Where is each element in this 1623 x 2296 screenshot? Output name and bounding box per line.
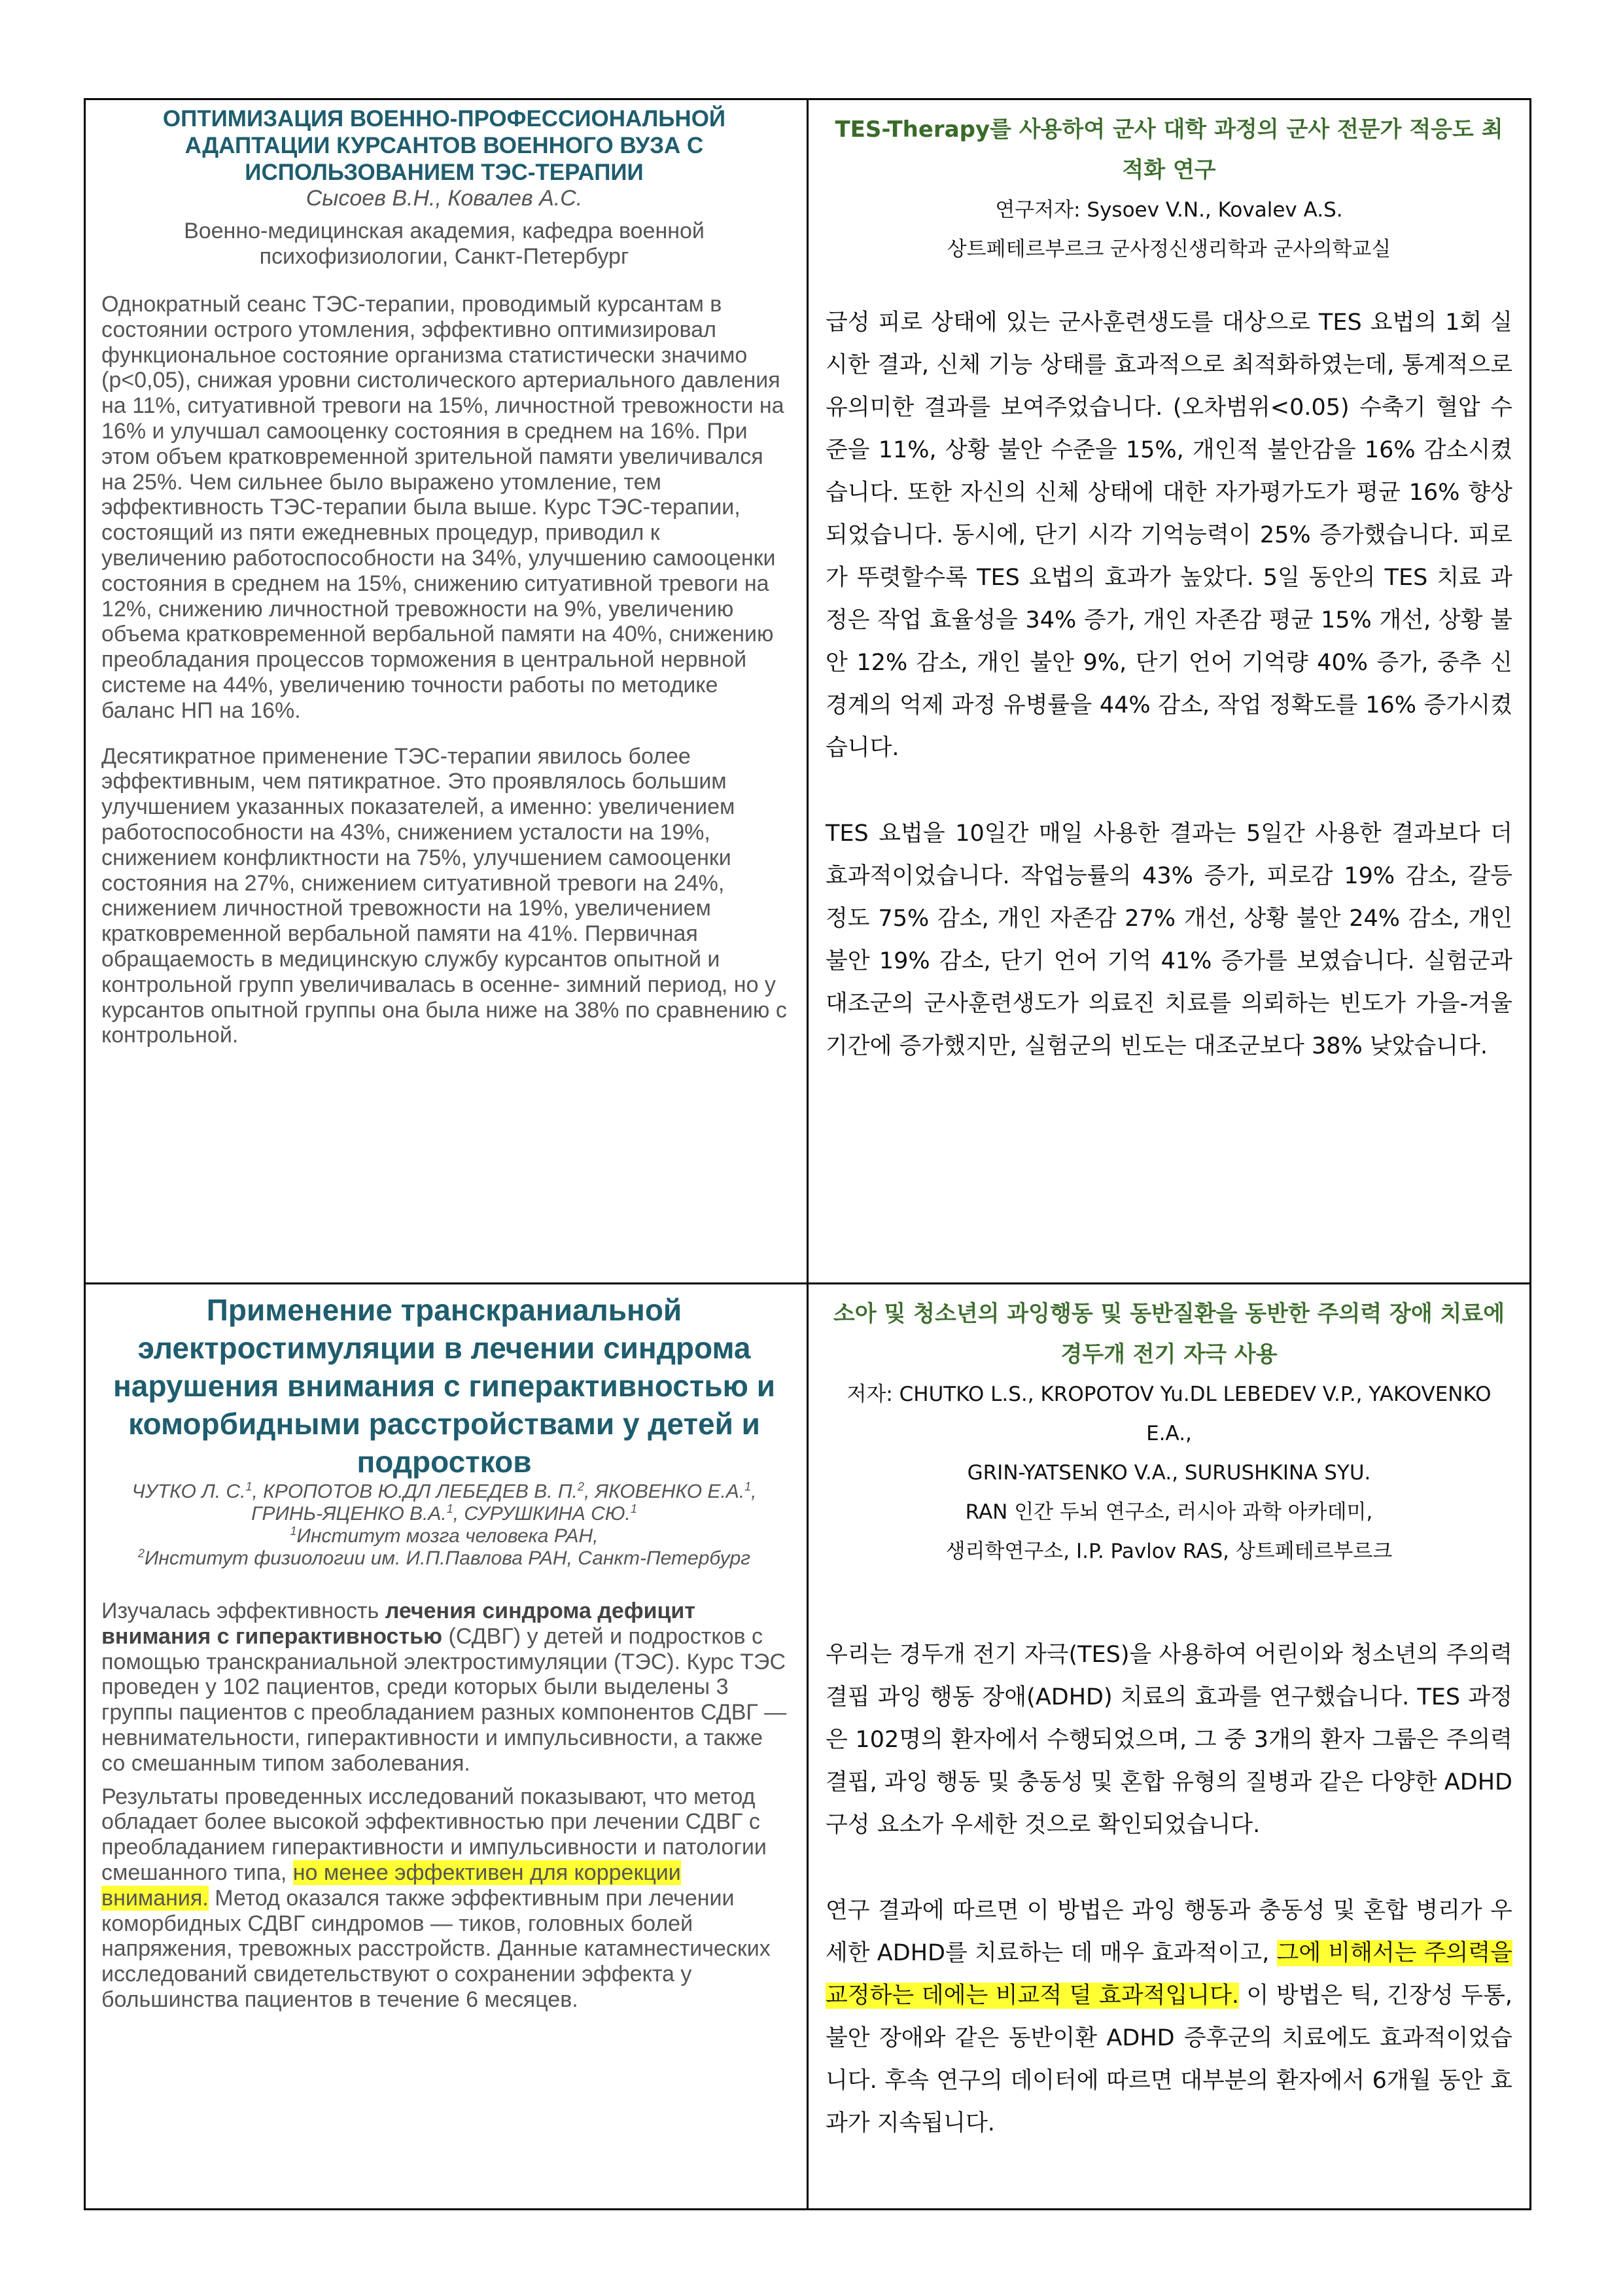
highlighted-text: но менее эффективен для коррекции внимания. bbox=[101, 1860, 681, 1911]
abstract-paragraph: 급성 피로 상태에 있는 군사훈련생도를 대상으로 TES 요법의 1회 실시한 결과, 신체 기능 상태를 효과적으로 최적화하였는데, 통계적으로 유의미한 결과를 보여주었습니다. (오차범위<0.05) 수축기 혈압 수준을 11%, 상황 불안 수준을 15%, 개인적 불안감을 16% 감소시켰습니다. 또한 자신의 신체 상태에 대한 자가평가도가 평균 16% 향상되었습니다. 동시에, 단기 시각 기억능력이 25% 증가했습니다. 피로가 뚜렷할수록 TES 요법의 효과가 높았다. 5일 동안의 TES 치료 과정은 작업 효율성을 34% 증가, 개인 자존감 평균 15% 개선, 상황 불안 12% 감소, 개인 불안 9%, 단기 언어 기억량 40% 증가, 중추 신경계의 억제 과정 유병률을 44% 감소, 작업 정확도를 16% 증가시켰습니다. bbox=[826, 309, 1512, 761]
document-table bbox=[84, 98, 1531, 2210]
abstract-title: Применение транскраниальной электростимуляции в лечении синдрома нарушения внимания с гиперактивностью и коморбидными расстройствами у детей и подростков bbox=[113, 1293, 776, 1479]
abstract-paragraph: Однократный сеанс ТЭС-терапии, проводимый курсантам в состоянии острого утомления, эффективно оптимизировал функциональное состояние организма статистически значимо (p<0,05), снижая уровни систолического артериального давления на 11%, ситуативной тревоги на 15%, личностной тревожности на 16% и улучшал самооценку состояния в среднем на 16%. При этом объем кратковременной зрительной памяти увеличивался на 25%. Чем сильнее было выражено утомление, тем эффективность ТЭС-терапии была выше. Курс ТЭС-терапии, состоящий из пяти ежедневных процедур, приводил к увеличению работоспособности на 34%, улучшению самооценки состояния в среднем на 15%, снижению ситуативной тревоги на 12%, снижению личностной тревожности на 9%, увеличению объема кратковременной вербальной памяти на 40%, снижению преобладания процессов торможения в центральной нервной системе на 44%, увеличению точности работы по методике баланс НП на 16%. bbox=[101, 292, 784, 723]
korean-abstract-2 bbox=[808, 1284, 1531, 2210]
highlighted-text: 그에 비해서는 주의력을 교정하는 데에는 비교적 덜 효과적입니다. bbox=[826, 1940, 1512, 2009]
abstract-affiliation: 상트페테르부르크 군사정신생리학과 군사의학교실 bbox=[947, 238, 1391, 261]
russian-abstract-1 bbox=[85, 99, 808, 1284]
abstract-authors: 저자: CHUTKO L.S., KROPOTOV Yu.DL LEBEDEV V.P., YAKOVENKO E.A., bbox=[846, 1383, 1492, 1445]
abstract-affiliation: $^1$Институт мозга человека РАН, bbox=[290, 1525, 599, 1547]
table-row bbox=[85, 99, 1531, 1284]
abstract-authors: GRIN-YATSENKO V.A., SURUSHKINA SYU. bbox=[967, 1461, 1371, 1485]
abstract-affiliation: Военно-медицинская академия, кафедра военной психофизиологии, Санкт-Петербург bbox=[184, 219, 705, 269]
abstract-title: 소아 및 청소년의 과잉행동 및 동반질환을 동반한 주의력 장애 치료에 경두개 전기 자극 사용 bbox=[833, 1301, 1505, 1368]
abstract-affiliation: RAN 인간 두뇌 연구소, 러시아 과학 아카데미, bbox=[965, 1500, 1373, 1524]
abstract-authors: Сысоев В.Н., Ковалев А.С. bbox=[305, 186, 583, 211]
abstract-paragraph: Результаты проведенных исследований показывают, что метод обладает более высокой эффективностью при лечении СДВГ с преобладанием гиперактивности и импульсивности и патологии смешанного типа, но менее эффективен для коррекции внимания. Метод оказался также эффективным при лечении коморбидных СДВГ синдромов — тиков, головных болей напряжения, тревожных расстройств. Данные катамнестических исследований свидетельствуют о сохранении эффекта у большинства пациентов в течение 6 месяцев. bbox=[101, 1784, 771, 2012]
abstract-affiliation: $^2$Институт физиологии им. И.П.Павлова РАН, Санкт-Петербург bbox=[137, 1547, 751, 1569]
abstract-title: ОПТИМИЗАЦИЯ ВОЕННО-ПРОФЕССИОНАЛЬНОЙ АДАПТАЦИИ КУРСАНТОВ ВОЕННОГО ВУЗА С ИСПОЛЬЗОВАНИЕМ ТЭС-ТЕРАПИИ bbox=[162, 106, 726, 185]
russian-abstract-2 bbox=[85, 1284, 808, 2210]
abstract-authors: 연구저자: Sysoev V.N., Kovalev A.S. bbox=[995, 198, 1343, 222]
abstract-paragraph: 연구 결과에 따르면 이 방법은 과잉 행동과 충동성 및 혼합 병리가 우세한 ADHD를 치료하는 데 매우 효과적이고, 그에 비해서는 주의력을 교정하는 데에는 비교적 덜 효과적입니다. 이 방법은 틱, 긴장성 두통, 불안 장애와 같은 동반이환 ADHD 증후군의 치료에도 효과적이었습니다. 후속 연구의 데이터에 따르면 대부분의 환자에서 6개월 동안 효과가 지속됩니다. bbox=[826, 1898, 1513, 2136]
abstract-paragraph: TES 요법을 10일간 매일 사용한 결과는 5일간 사용한 결과보다 더 효과적이었습니다. 작업능률의 43% 증가, 피로감 19% 감소, 갈등 정도 75% 감소, 개인 자존감 27% 개선, 상황 불안 24% 감소, 개인 불안 19% 감소, 단기 언어 기억 41% 증가를 보였습니다. 실험군과 대조군의 군사훈련생도가 의료진 치료를 의뢰하는 빈도가 가을-겨울 기간에 증가했지만, 실험군의 빈도는 대조군보다 38% 낮았습니다. bbox=[826, 821, 1512, 1059]
abstract-title: TES-Therapy를 사용하여 군사 대학 과정의 군사 전문가 적응도 최적화 연구 bbox=[835, 116, 1503, 183]
korean-abstract-1 bbox=[808, 99, 1531, 1284]
abstract-affiliation: 생리학연구소, I.P. Pavlov RAS, 상트페테르부르크 bbox=[945, 1540, 1393, 1563]
abstract-paragraph: Десятикратное применение ТЭС-терапии явилось более эффективным, чем пятикратное. Это проявлялось большим улучшением указанных показателей, а именно: увеличением работоспособности на 43%, снижением усталости на 19%, снижением конфликтности на 75%, улучшением самооценки состояния на 27%, снижением ситуативной тревоги на 24%, снижением личностной тревожности на 19%, увеличением кратковременной вербальной памяти на 41%. Первичная обращаемость в медицинскую службу курсантов опытной и контрольной групп увеличивалась в осенне- зимний период, но у курсантов опытной группы она была ниже на 38% по сравнению с контрольной. bbox=[101, 743, 787, 1048]
table-row bbox=[85, 1284, 1531, 2210]
abstract-paragraph: Изучалась эффективность лечения синдрома дефицит внимания с гиперактивностью (СДВГ) у детей и подростков с помощью транскраниальной электростимуляции (ТЭС). Курс ТЭС проведен у 102 пациентов, среди которых были выделены 3 группы пациентов с преобладанием разных компонентов СДВГ — невнимательности, гиперактивности и импульсивности, а также со смешанным типом заболевания. bbox=[101, 1598, 787, 1776]
abstract-authors: ЧУТКО Л. С.$^1$, КРОПОТОВ Ю.ДЛ ЛЕБЕДЕВ В. П.$^2$, ЯКОВЕНКО Е.А.$^1$, ГРИНЬ-ЯЦЕНКО В.А.$^1$, СУРУШКИНА СЮ.$^1$ bbox=[131, 1480, 757, 1525]
abstract-paragraph: 우리는 경두개 전기 자극(TES)을 사용하여 어린이와 청소년의 주의력 결핍 과잉 행동 장애(ADHD) 치료의 효과를 연구했습니다. TES 과정은 102명의 환자에서 수행되었으며, 그 중 3개의 환자 그룹은 주의력 결핍, 과잉 행동 및 충동성 및 혼합 유형의 질병과 같은 다양한 ADHD 구성 요소가 우세한 것으로 확인되었습니다. bbox=[826, 1642, 1512, 1838]
